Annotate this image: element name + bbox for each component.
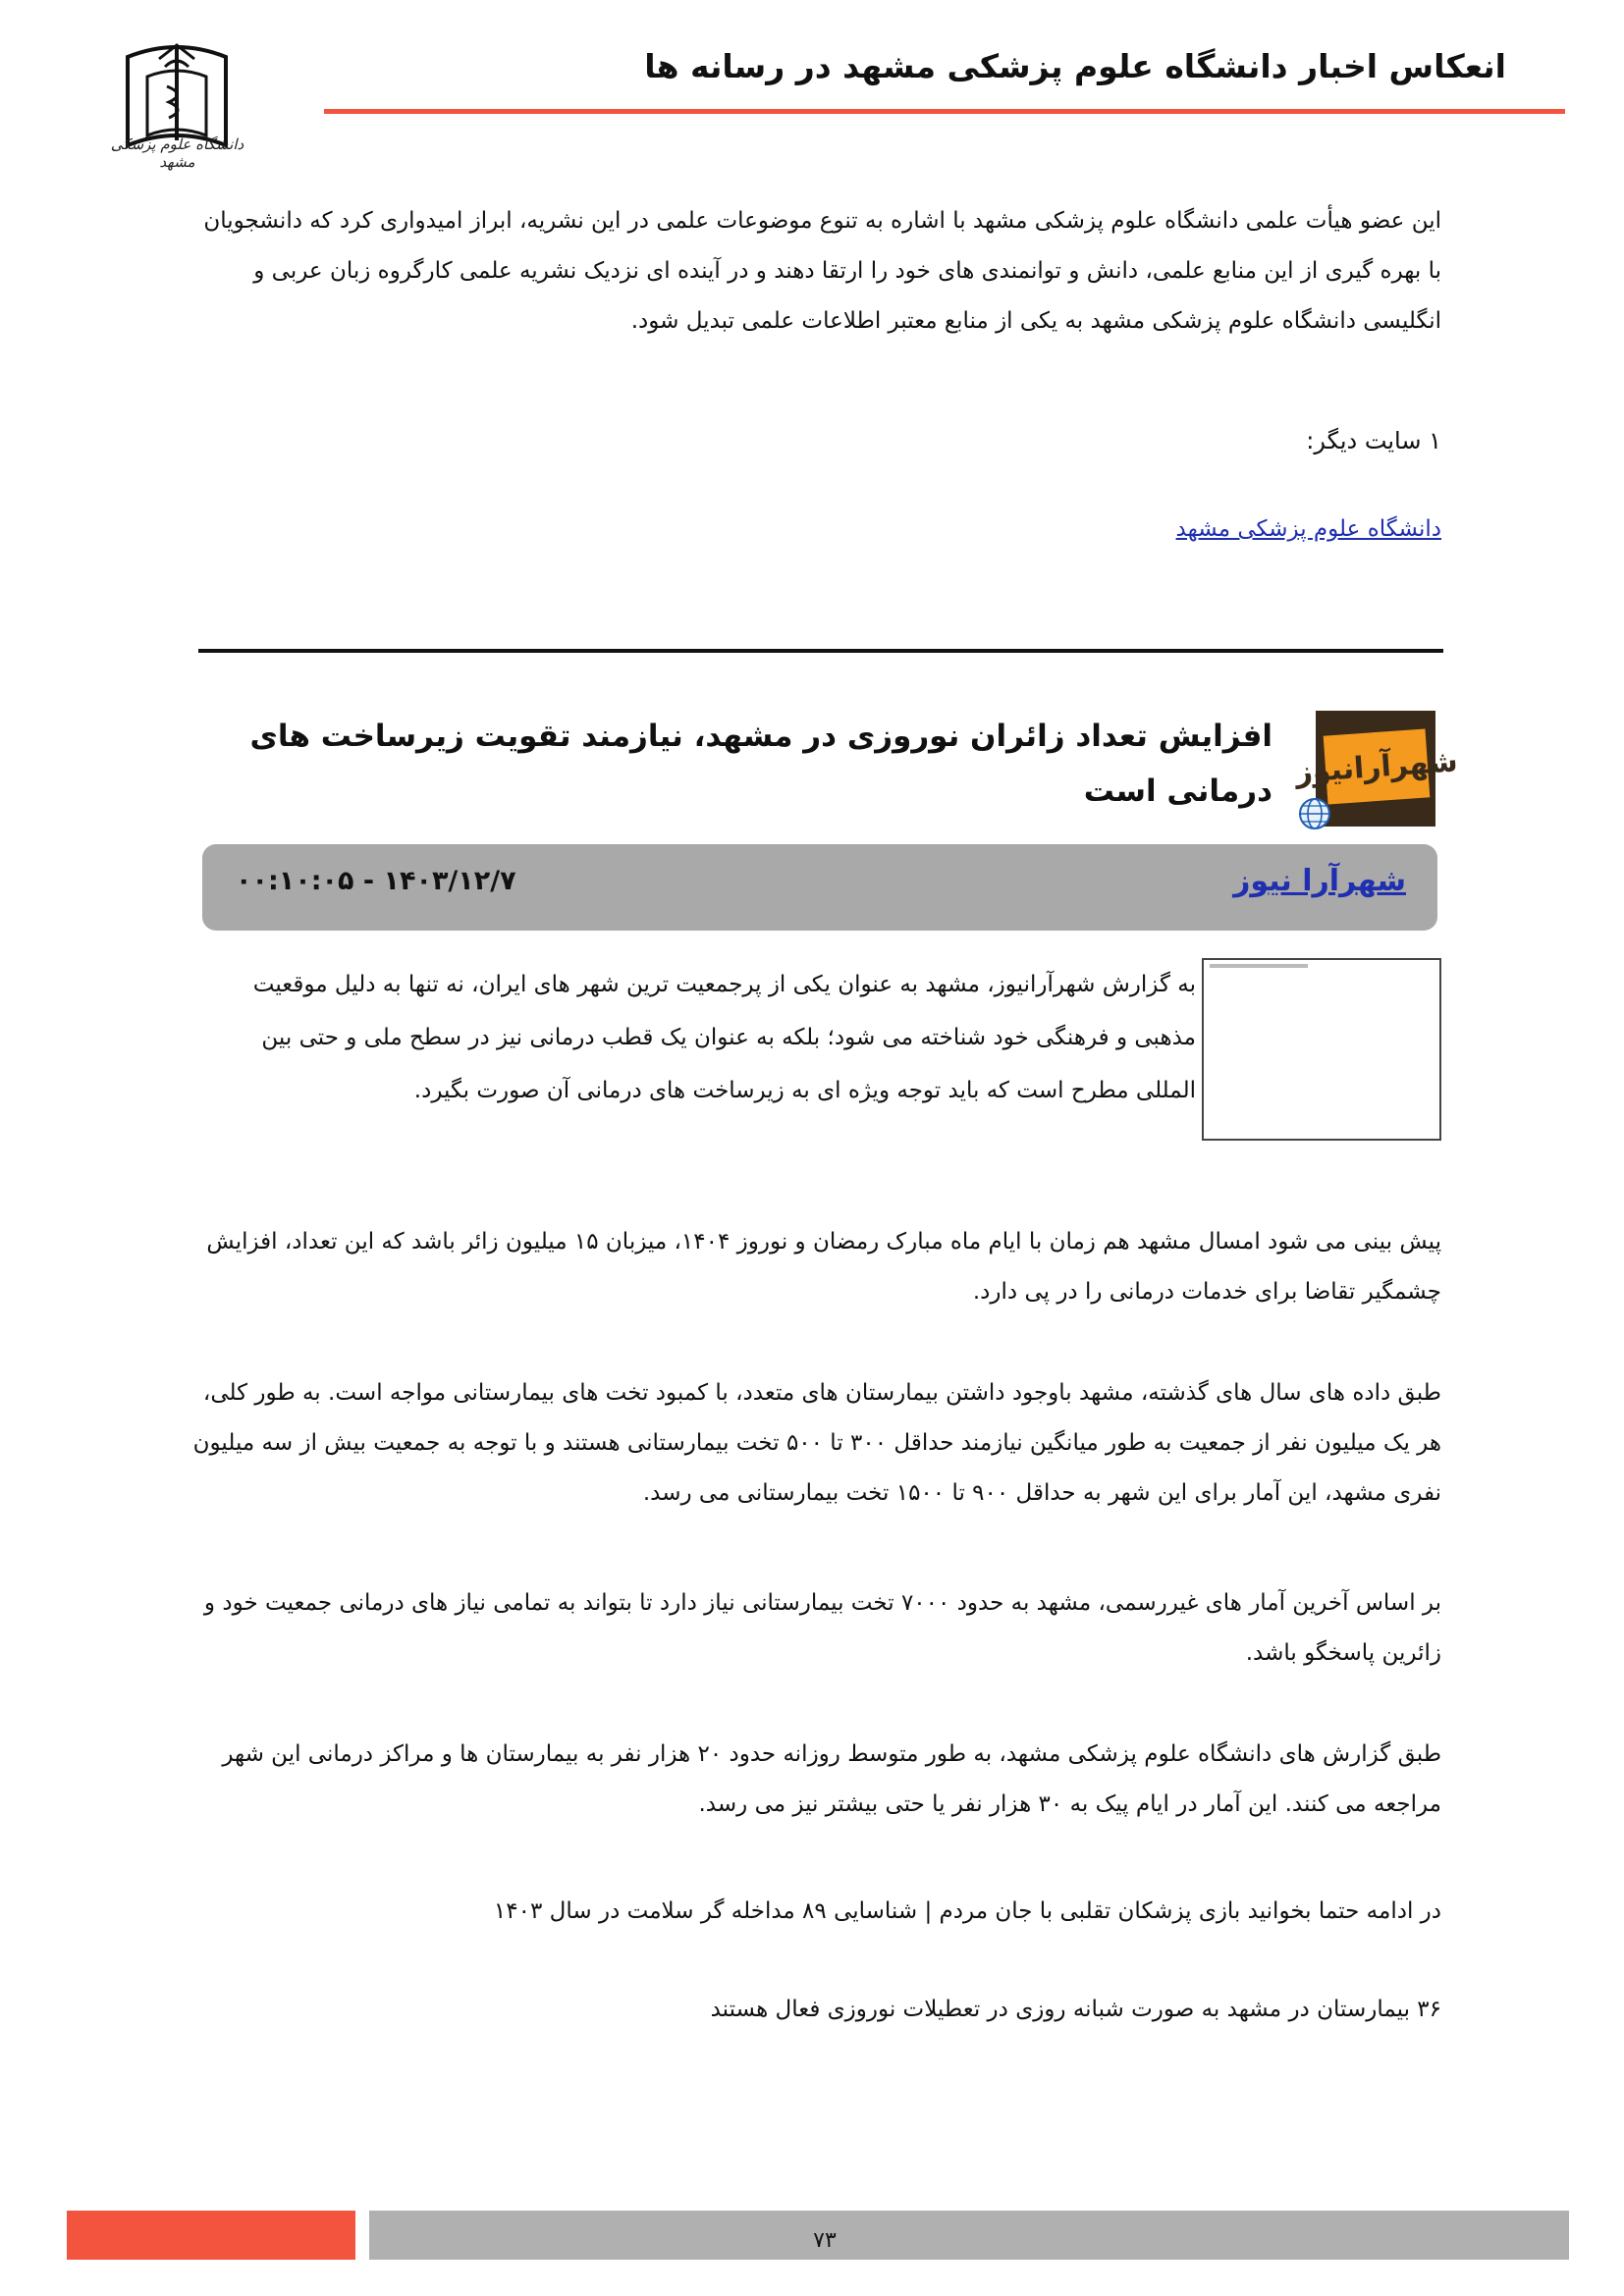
- globe-icon[interactable]: [1298, 797, 1331, 830]
- article-meta-bar: [202, 844, 1437, 931]
- page-header-title: انعکاس اخبار دانشگاه علوم پزشکی مشهد در رسانه ها: [644, 47, 1506, 85]
- article-paragraph: طبق داده های سال های گذشته، مشهد باوجود داشتن بیمارستان های متعدد، با کمبود تخت های بیمارستانی مواجه است. به طور کلی، هر یک میلیون نفر از جمعیت به طور میانگین نیازمند حداقل ۳۰۰ تا ۵۰۰ تخت بیمارستانی هستند و با توجه به جمعیت بیش از سه میلیون نفری مشهد، این آمار برای این شهر به حداقل ۹۰۰ تا ۱۵۰۰ تخت بیمارستانی می رسد.: [192, 1380, 1441, 1506]
- article-thumbnail: [1202, 958, 1441, 1141]
- article-lead-paragraph: به گزارش شهرآرانیوز، مشهد به عنوان یکی از پرجمعیت ترین شهر های ایران، نه تنها به دلیل موقعیت مذهبی و فرهنگی خود شناخته می شود؛ بلکه به عنوان یک قطب درمانی نیز در سطح ملی و حتی بین المللی مطرح است که باید توجه ویژه ای به زیرساخت های درمانی آن صورت بگیرد.: [252, 972, 1196, 1103]
- university-site-link[interactable]: دانشگاه علوم پزشکی مشهد: [1175, 516, 1441, 542]
- article-paragraph: بر اساس آخرین آمار های غیررسمی، مشهد به حدود ۷۰۰۰ تخت بیمارستانی نیاز دارد تا بتواند به تمامی نیاز های درمانی جمعیت خود و زائرین پاسخگو باشد.: [203, 1590, 1441, 1666]
- article-paragraph: طبق گزارش های دانشگاه علوم پزشکی مشهد، به طور متوسط روزانه حدود ۲۰ هزار نفر به بیمارستان ها و مراکز درمانی این شهر مراجعه می کنند. این آمار در ایام پیک به ۳۰ هزار نفر یا حتی بیشتر نیز می رسد.: [222, 1741, 1441, 1817]
- footer-accent-bar: [67, 2211, 355, 2260]
- article-title: افزایش تعداد زائران نوروزی در مشهد، نیازمند تقویت زیرساخت های درمانی است: [249, 719, 1272, 809]
- intro-paragraph: این عضو هیأت علمی دانشگاه علوم پزشکی مشهد با اشاره به تنوع موضوعات علمی در این نشریه، ابراز امیدواری کرد که دانشجویان با بهره گیری از این منابع علمی، دانش و توانمندی های خود را ارتقا دهند و در آینده ای نزدیک نشریه علمی کارگروه زبان عربی و انگلیسی دانشگاه علوم پزشکی مشهد به یکی از منابع معتبر اطلاعات علمی تبدیل شود.: [203, 208, 1441, 334]
- header-accent-rule: [324, 109, 1565, 114]
- site-link-container: [754, 505, 1441, 555]
- section-divider: [198, 649, 1443, 653]
- article-paragraph: پیش بینی می شود امسال مشهد هم زمان با ایام ماه مبارک رمضان و نوروز ۱۴۰۴، میزبان ۱۵ میلیون زائر باشد که این تعداد، افزایش چشمگیر تقاضا برای خدمات درمانی را در پی دارد.: [206, 1229, 1441, 1305]
- logo-caption: دانشگاه علوم پزشکی مشهد: [110, 135, 244, 171]
- article-paragraph: ۳۶ بیمارستان در مشهد به صورت شبانه روزی در تعطیلات نوروزی فعال هستند: [710, 1997, 1441, 2022]
- article-datetime: ۱۴۰۳/۱۲/۷ - ۰۰:۱۰:۰۵: [236, 866, 516, 896]
- page-number: ۷۳: [813, 2228, 837, 2253]
- news-source-logo-text: شهرآرانیوز: [1324, 728, 1431, 804]
- thumbnail-placeholder-line: [1210, 964, 1308, 968]
- article-source-link[interactable]: شهرآرا نیوز: [1233, 864, 1406, 898]
- footer-gray-bar: [369, 2211, 1569, 2260]
- news-source-logo: [1294, 711, 1459, 827]
- article-paragraph: در ادامه حتما بخوانید بازی پزشکان تقلبی با جان مردم | شناسایی ۸۹ مداخله گر سلامت در سال ۱۴۰۳: [493, 1898, 1441, 1924]
- other-sites-label: ۱ سایت دیگر:: [1306, 427, 1441, 454]
